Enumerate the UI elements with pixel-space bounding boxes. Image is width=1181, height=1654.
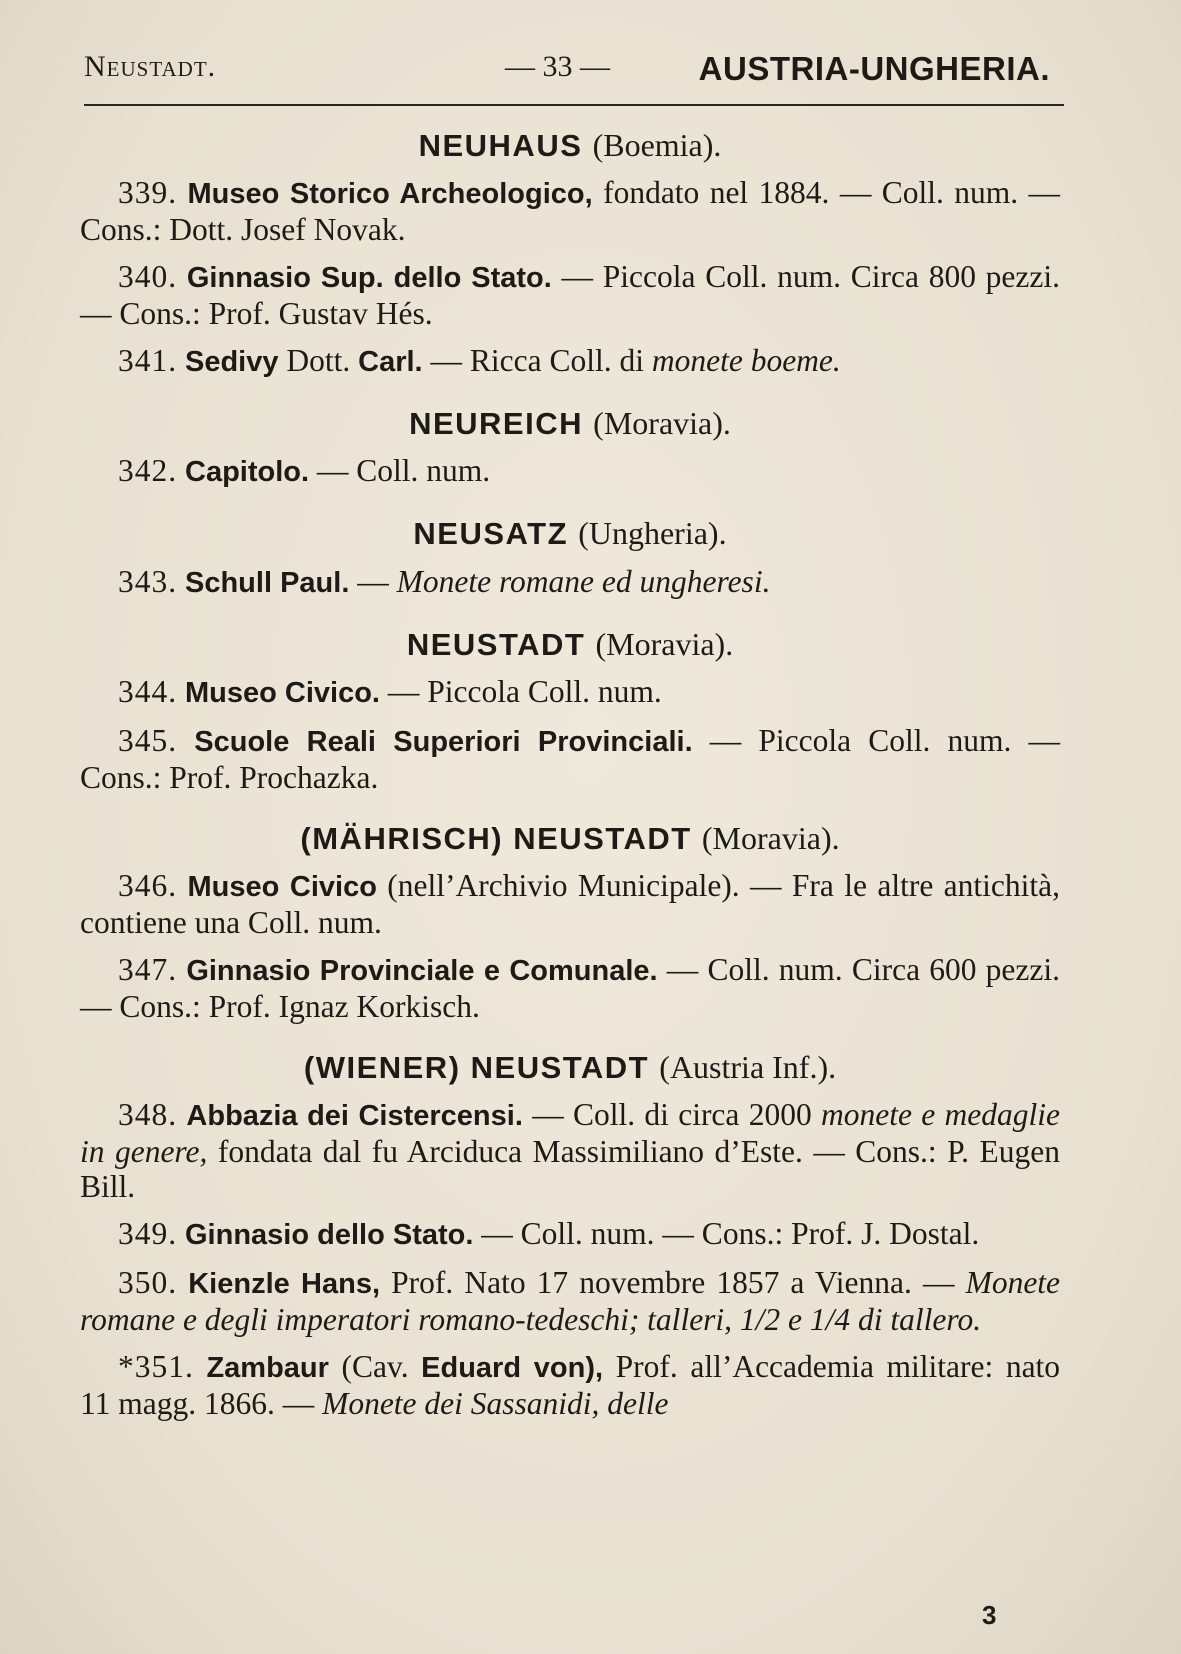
entry-italic: monete boeme. <box>651 343 841 379</box>
entry-text: — Coll. num. <box>316 453 491 489</box>
entry-name: Ginnasio Sup. dello Stato. <box>186 262 552 295</box>
entry-name: Kienzle Hans, <box>188 1268 381 1301</box>
entry-italic: Monete dei Sassanidi, delle <box>322 1386 669 1422</box>
entry-number: 348. <box>118 1097 178 1133</box>
entry-text: — Piccola Coll. num. — Cons.: Prof. Prochazka. <box>80 722 1061 795</box>
section-title: NEUSTADT <box>406 626 586 662</box>
entry-name: Museo Civico <box>187 870 377 903</box>
section-heading-neureich <box>80 406 1060 441</box>
entry-italic: Monete romane ed ungheresi. <box>396 563 771 599</box>
entry-number: 350. <box>118 1265 178 1301</box>
entry-339 <box>80 175 1060 247</box>
running-head-left: Neustadt. <box>84 50 217 83</box>
entry-343 <box>80 564 1060 601</box>
entry-text: — Piccola Coll. num. <box>387 673 662 709</box>
entry-number: 341. <box>118 343 178 379</box>
entry-name: Ginnasio Provinciale e Comunale. <box>186 954 658 987</box>
entry-number: 346. <box>118 867 178 903</box>
section-region: (Boemia). <box>592 127 722 163</box>
entry-italic: Monete romane e degli imperatori romano-tedeschi; talleri, 1/2 e 1/4 di tallero. <box>80 1265 1061 1338</box>
entry-text: — Piccola Coll. num. Circa 800 pezzi. — Cons.: Prof. Gustav Hés. <box>80 259 1061 332</box>
page-content <box>80 42 1060 1433</box>
entry-text-2: Prof. all’Accademia militare: nato 11 magg. 1866. — <box>80 1349 1061 1422</box>
entry-number: 349. <box>118 1216 178 1252</box>
header-rule <box>84 104 1064 106</box>
entry-name: Schull Paul. <box>185 566 350 599</box>
entry-number: 345. <box>118 722 178 758</box>
section-region: (Ungheria). <box>578 515 727 552</box>
section-title: NEUHAUS <box>418 128 583 163</box>
entry-text: (nell’Archivio Municipale). — Fra le altre antichità, contiene una Coll. num. <box>80 867 1061 940</box>
section-title: (WIENER) NEUSTADT <box>303 1049 650 1085</box>
entry-name: Zambaur <box>206 1352 329 1385</box>
entry-text: Dott. <box>286 343 351 379</box>
entry-number: 339. <box>118 175 178 211</box>
entry-text-2: — Ricca Coll. di <box>430 343 644 379</box>
entry-number: *351. <box>118 1349 194 1385</box>
entry-number: 343. <box>118 563 178 599</box>
entry-text: — Coll. num. Circa 600 pezzi. — Cons.: Prof. Ignaz Korkisch. <box>80 951 1060 1024</box>
entry-text: — Coll. num. — Cons.: Prof. J. Dostal. <box>481 1216 980 1252</box>
entry-number: 347. <box>118 951 178 987</box>
entry-text: (Cav. <box>341 1349 409 1385</box>
entry-text: Prof. Nato 17 novembre 1857 a Vienna. — <box>391 1265 955 1301</box>
running-head-right: AUSTRIA-UNGHERIA. <box>698 50 1050 87</box>
page-number: 3 <box>982 1600 997 1630</box>
entry-348 <box>80 1097 1060 1204</box>
entry-number: 342. <box>118 453 178 489</box>
entry-tail: fondata dal fu Arciduca Massimiliano d’Este. — Cons.: P. Eugen Bill. <box>80 1134 1060 1205</box>
entry-text: — <box>357 563 389 599</box>
section-title: NEUSATZ <box>413 516 569 552</box>
entry-name: Abbazia dei Cistercensi. <box>186 1100 523 1133</box>
entry-346 <box>80 868 1060 940</box>
section-region: (Austria Inf.). <box>659 1048 837 1085</box>
entry-number: 344. <box>118 673 178 709</box>
section-title: (MÄHRISCH) NEUSTADT <box>300 820 692 856</box>
section-heading-neuhaus <box>80 128 1060 163</box>
entry-351 <box>80 1349 1060 1421</box>
entry-name: Museo Storico Archeologico, <box>187 178 593 211</box>
entry-349 <box>80 1216 1060 1253</box>
section-region: (Moravia). <box>595 625 734 662</box>
section-heading-neusatz <box>80 516 1060 551</box>
entry-number: 340. <box>118 259 178 295</box>
running-head-page: — 33 — <box>505 50 610 83</box>
entry-italic: monete e medaglie in genere, <box>80 1097 1060 1170</box>
entry-344 <box>80 674 1060 711</box>
entry-name: Scuole Reali Superiori Provinciali. <box>194 725 693 758</box>
entry-340 <box>80 259 1060 331</box>
entry-name: Sedivy <box>185 346 279 379</box>
entry-name: Ginnasio dello Stato. <box>185 1219 474 1252</box>
entry-341 <box>80 343 1060 380</box>
entry-name-2: Carl. <box>358 346 423 379</box>
entry-text: — Coll. di circa 2000 <box>532 1097 812 1133</box>
section-heading-mahrisch-neustadt <box>80 821 1060 856</box>
running-head <box>80 42 1060 98</box>
entry-347 <box>80 952 1060 1024</box>
entry-342 <box>80 453 1060 490</box>
entry-350 <box>80 1265 1060 1337</box>
section-heading-neustadt <box>80 627 1060 662</box>
section-title: NEUREICH <box>409 406 583 442</box>
section-region: (Moravia). <box>593 405 731 442</box>
entry-name-2: Eduard von), <box>421 1352 604 1385</box>
section-region: (Moravia). <box>701 819 840 856</box>
entry-text: fondato nel 1884. — Coll. num. — Cons.: Dott. Josef Novak. <box>80 175 1060 248</box>
entry-345 <box>80 723 1060 795</box>
section-heading-wiener-neustadt <box>80 1050 1060 1085</box>
entry-name: Museo Civico. <box>185 676 380 709</box>
entry-name: Capitolo. <box>185 456 310 489</box>
